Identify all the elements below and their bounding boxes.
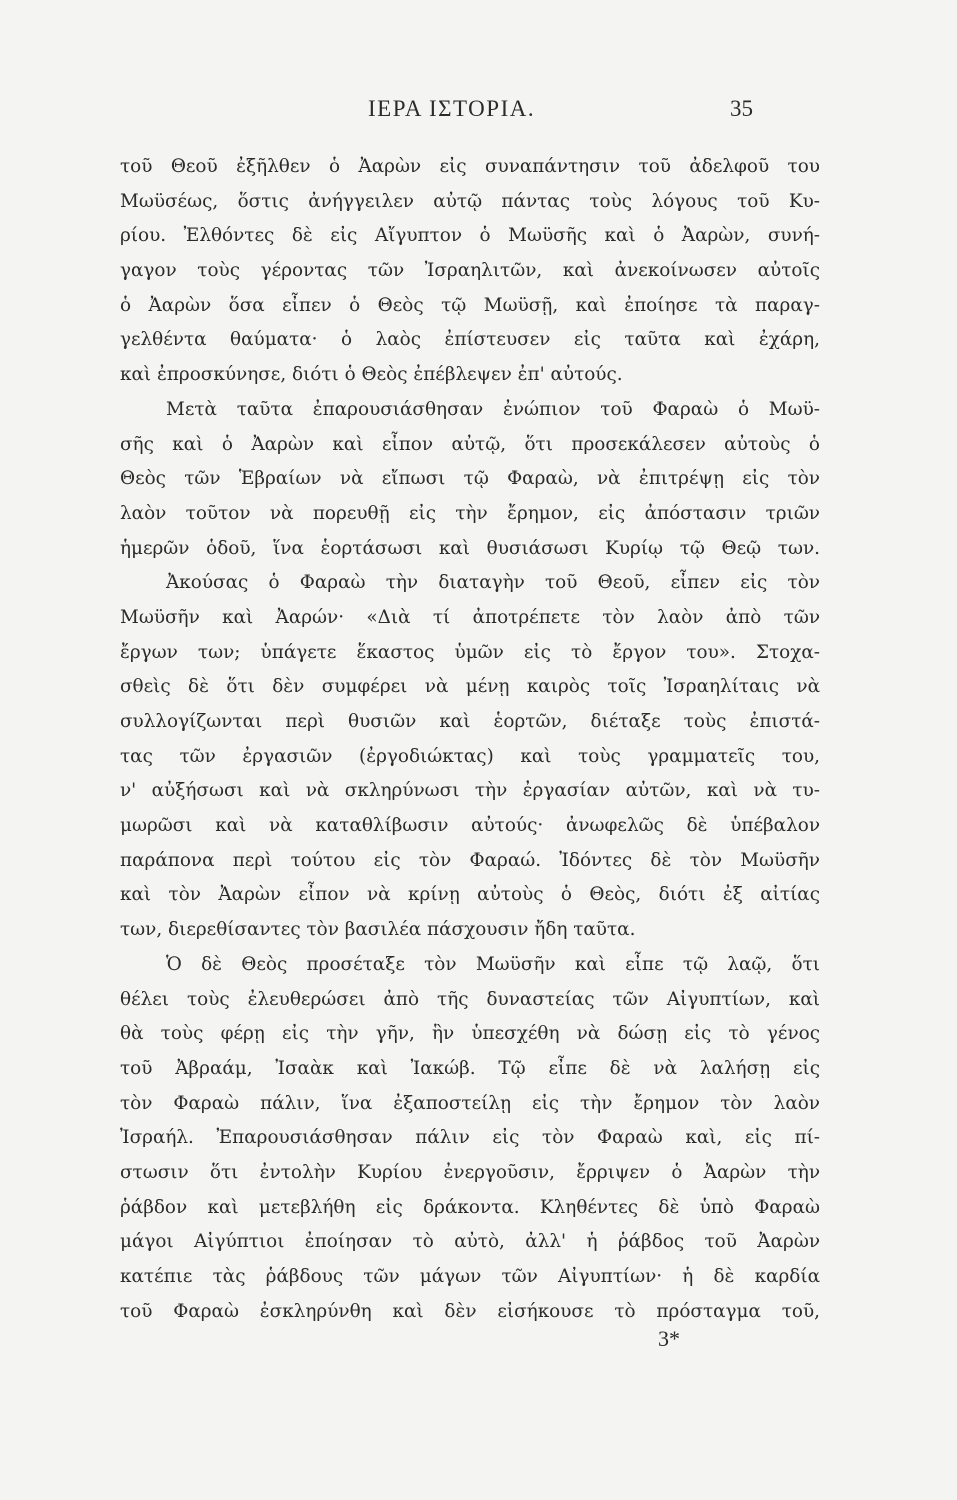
text-line: συλλογίζωνται περὶ θυσιῶν καὶ ἑορτῶν, διέταξε τοὺς ἐπιστά- — [120, 711, 820, 732]
text-line: ὁ Ἀαρὼν ὅσα εἶπεν ὁ Θεὸς τῷ Μωϋσῇ, καὶ ἐποίησε τὰ παραγ- — [120, 294, 820, 316]
text-line: μωρῶσι καὶ νὰ καταθλίβωσιν αὐτούς· ἀνωφελῶς δὲ ὑπέβαλον — [120, 815, 820, 837]
text-line: τὸν Φαραὼ πάλιν, ἵνα ἐξαποστείλῃ εἰς τὴν ἔρημον τὸν λαὸν — [120, 1092, 820, 1114]
text-line: ρίου. Ἐλθόντες δὲ εἰς Αἴγυπτον ὁ Μωϋσῆς καὶ ὁ Ἀαρὼν, συνή- — [120, 225, 820, 247]
text-line: μάγοι Αἰγύπτιοι ἐποίησαν τὸ αὐτὸ, ἀλλ' ἡ ῥάβδος τοῦ Ἀαρὼν — [120, 1231, 820, 1253]
text-line: ἔργων των; ὑπάγετε ἕκαστος ὑμῶν εἰς τὸ ἔργον του». Στοχα- — [120, 641, 820, 663]
text-line: καὶ τὸν Ἀαρὼν εἶπον νὰ κρίνῃ αὐτοὺς ὁ Θεὸς, διότι ἐξ αἰτίας — [120, 884, 820, 906]
text-line: σῆς καὶ ὁ Ἀαρὼν καὶ εἶπον αὐτῷ, ὅτι προσεκάλεσεν αὐτοὺς ὁ — [120, 433, 820, 455]
signature-mark: 3* — [658, 1326, 680, 1351]
text-line: γελθέντα θαύματα· ὁ λαὸς ἐπίστευσεν εἰς ταῦτα καὶ ἐχάρη, — [120, 329, 820, 351]
text-line: στωσιν ὅτι ἐντολὴν Κυρίου ἐνεργοῦσιν, ἔρριψεν ὁ Ἀαρὼν τὴν — [120, 1161, 820, 1183]
text-line: λαὸν τοῦτον νὰ πορευθῇ εἰς τὴν ἔρημον, εἰς ἀπόστασιν τριῶν — [120, 502, 820, 524]
text-line: Μετὰ ταῦτα ἐπαρουσιάσθησαν ἐνώπιον τοῦ Φαραὼ ὁ Μωϋ- — [166, 398, 820, 420]
page-header — [120, 96, 820, 126]
text-line: Μωϋσέως, ὅστις ἀνήγγειλεν αὐτῷ πάντας τοὺς λόγους τοῦ Κυ- — [120, 190, 820, 212]
text-line: τοῦ Φαραὼ ἐσκληρύνθη καὶ δὲν εἰσήκουσε τὸ πρόσταγμα τοῦ, — [120, 1300, 820, 1322]
text-line: ἡμερῶν ὁδοῦ, ἵνα ἑορτάσωσι καὶ θυσιάσωσι Κυρίῳ τῷ Θεῷ των. — [120, 537, 820, 559]
text-line: θέλει τοὺς ἐλευθερώσει ἀπὸ τῆς δυναστείας τῶν Αἰγυπτίων, καὶ — [120, 988, 820, 1010]
text-line: ῥάβδον καὶ μετεβλήθη εἰς δράκοντα. Κληθέντες δὲ ὑπὸ Φαραὼ — [120, 1196, 820, 1218]
text-line: σθεὶς δὲ ὅτι δὲν συμφέρει νὰ μένῃ καιρὸς τοῖς Ἰσραηλίταις νὰ — [120, 676, 820, 698]
text-line: Μωϋσῆν καὶ Ἀαρών· «Διὰ τί ἀποτρέπετε τὸν λαὸν ἀπὸ τῶν — [120, 606, 820, 628]
text-line: Ἀκούσας ὁ Φαραὼ τὴν διαταγὴν τοῦ Θεοῦ, εἶπεν εἰς τὸν — [166, 572, 820, 594]
page-number: 35 — [730, 96, 753, 121]
text-line: τας τῶν ἐργασιῶν (ἐργοδιώκτας) καὶ τοὺς γραμματεῖς του, — [120, 745, 820, 767]
text-line: παράπονα περὶ τούτου εἰς τὸν Φαραώ. Ἰδόντες δὲ τὸν Μωϋσῆν — [120, 849, 820, 871]
text-line: τοῦ Ἀβραάμ, Ἰσαὰκ καὶ Ἰακώβ. Τῷ εἶπε δὲ νὰ λαλήσῃ εἰς — [120, 1057, 820, 1079]
text-line: καὶ ἐπροσκύνησε, διότι ὁ Θεὸς ἐπέβλεψεν ἐπ' αὐτούς. — [120, 364, 623, 386]
text-line: των, διερεθίσαντες τὸν βασιλέα πάσχουσιν ἤδη ταῦτα. — [120, 919, 636, 941]
text-line: τοῦ Θεοῦ ἐξῆλθεν ὁ Ἀαρὼν εἰς συναπάντησιν τοῦ ἀδελφοῦ του — [120, 156, 820, 177]
text-line: Θεὸς τῶν Ἑβραίων νὰ εἴπωσι τῷ Φαραὼ, νὰ ἐπιτρέψῃ εἰς τὸν — [120, 468, 820, 490]
text-line: ν' αὐξήσωσι καὶ νὰ σκληρύνωσι τὴν ἐργασίαν αὐτῶν, καὶ νὰ τυ- — [120, 780, 820, 802]
text-line: γαγον τοὺς γέροντας τῶν Ἰσραηλιτῶν, καὶ ἀνεκοίνωσεν αὐτοῖς — [120, 260, 820, 282]
text-line: Ἰσραήλ. Ἐπαρουσιάσθησαν πάλιν εἰς τὸν Φαραὼ καὶ, εἰς πί- — [120, 1127, 820, 1149]
text-line: θὰ τοὺς φέρῃ εἰς τὴν γῆν, ἣν ὑπεσχέθη νὰ δώσῃ εἰς τὸ γένος — [120, 1023, 820, 1045]
running-title: ΙΕΡΑ ΙΣΤΟΡΙΑ. — [368, 96, 536, 121]
text-line: Ὁ δὲ Θεὸς προσέταξε τὸν Μωϋσῆν καὶ εἶπε τῷ λαῷ, ὅτι — [166, 953, 820, 975]
text-line: κατέπιε τὰς ῥάβδους τῶν μάγων τῶν Αἰγυπτίων· ἡ δὲ καρδία — [120, 1266, 820, 1287]
body-text — [120, 150, 820, 1329]
